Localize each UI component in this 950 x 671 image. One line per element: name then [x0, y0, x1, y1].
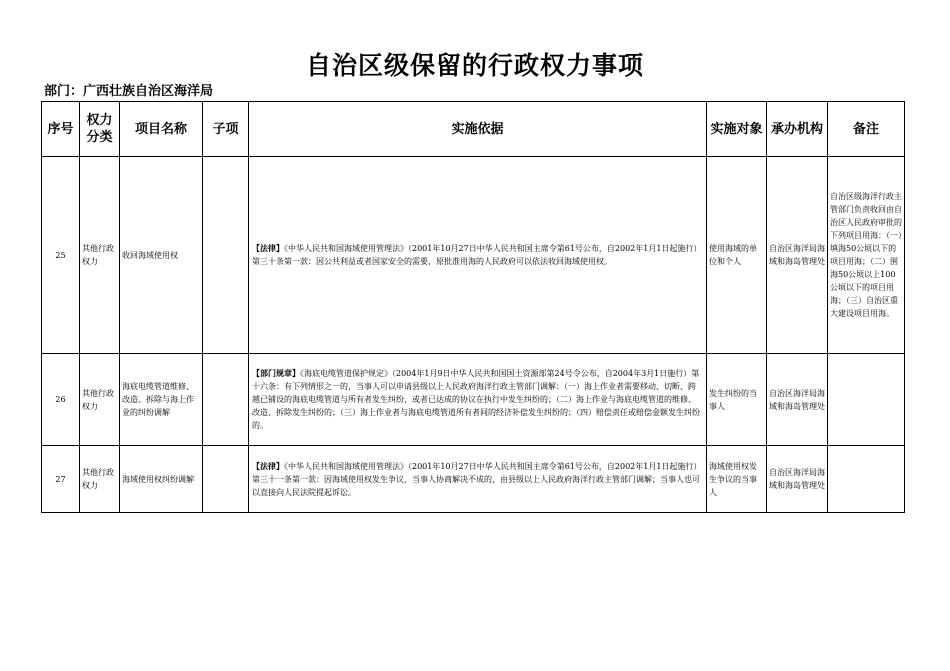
row-remark — [828, 446, 905, 513]
page-title: 自治区级保留的行政权力事项 — [305, 51, 644, 80]
row-name: 收回海域使用权 — [120, 157, 203, 354]
row-target: 使用海域的单位和个人 — [707, 157, 767, 354]
basis-tag: 【法律】 — [252, 243, 284, 253]
basis-text: 《中华人民共和国海域使用管理法》（2001年10月27日中华人民共和国主席令第61号公布，自2002年1月1日起施行）第三十一条第一款：因海域使用权发生争议，当事人协商解决不成的，由县级以上人民政府海洋行政主管部门调解；当事人也可以直接向人民法院提起诉讼。 — [252, 461, 702, 497]
row-agency: 自治区海洋局海域和海岛管理处 — [767, 446, 828, 513]
row-name: 海底电缆管道维修、改造、拆除与海上作业的纠纷调解 — [120, 354, 203, 446]
table-row — [42, 354, 905, 446]
row-remark: 自治区级海洋行政主管部门负责收回由自治区人民政府审批的下列项目用海：（一）填海50公顷以下的项目用海；（二）围海50公顷以上100公顷以下的项目用海；（三）自治区重大建设项目用海。 — [828, 157, 905, 354]
basis-tag: 【法律】 — [252, 460, 284, 471]
header-name: 项目名称 — [120, 102, 203, 157]
basis-text: 《中华人民共和国海域使用管理法》（2001年10月27日中华人民共和国主席令第61号公布，自2002年1月1日起施行） 第三十条第一款：因公共利益或者国家安全的需要，原批准用海的人民政府可以依法收回海域使用权。 — [252, 244, 702, 266]
row-agency: 自治区海洋局海域和海岛管理处 — [767, 354, 828, 446]
row-subitem — [203, 157, 249, 354]
row-agency: 自治区海洋局海域和海岛管理处 — [767, 157, 828, 354]
header-remark: 备注 — [828, 102, 905, 157]
row-subitem — [203, 446, 249, 513]
header-target: 实施对象 — [707, 102, 767, 157]
row-basis — [249, 446, 707, 513]
basis-tag: 【部门规章】 — [252, 368, 300, 378]
header-agency: 承办机构 — [767, 102, 828, 157]
row-category: 其他行政权力 — [80, 157, 120, 354]
table-header-row — [42, 102, 905, 157]
header-subitem: 子项 — [203, 102, 249, 157]
row-seq: 27 — [42, 446, 80, 513]
table-row — [42, 157, 905, 354]
row-category: 其他行政权力 — [80, 354, 120, 446]
row-subitem — [203, 354, 249, 446]
basis-text: 《海底电缆管道保护规定》（2004年1月9日中华人民共和国国土资源部第24号令公布，自2004年3月1日施行）第十六条：有下列情形之一的，当事人可以申请县级以上人民政府海洋行政主管部门调解：（一）海上作业者需要移动、切断、跨越已铺设的海底电缆管道与所有者发生纠纷，或者已达成的协议在执行中发生纠纷的；（二）海上作业与海底电缆管道的维修、改造、拆除发生纠纷的；（三）海上作业者与海底电缆管道所有者间的经济补偿发生纠纷的；（四）赔偿责任或赔偿金额发生纠纷的。 — [252, 369, 700, 430]
table-row — [42, 446, 905, 513]
power-items-table — [41, 101, 905, 513]
row-category: 其他行政权力 — [80, 446, 120, 513]
row-seq: 25 — [42, 157, 80, 354]
header-category: 权力 分类 — [80, 102, 120, 157]
row-remark — [828, 354, 905, 446]
row-basis — [249, 354, 707, 446]
header-seq: 序号 — [42, 102, 80, 157]
header-basis: 实施依据 — [249, 102, 707, 157]
row-basis — [249, 157, 707, 354]
row-name: 海域使用权纠纷调解 — [120, 446, 203, 513]
row-seq: 26 — [42, 354, 80, 446]
department-label: 部门：广西壮族自治区海洋局 — [44, 84, 214, 99]
row-target: 发生纠纷的当事人 — [707, 354, 767, 446]
row-target: 海域使用权发生争议的当事人 — [707, 446, 767, 513]
